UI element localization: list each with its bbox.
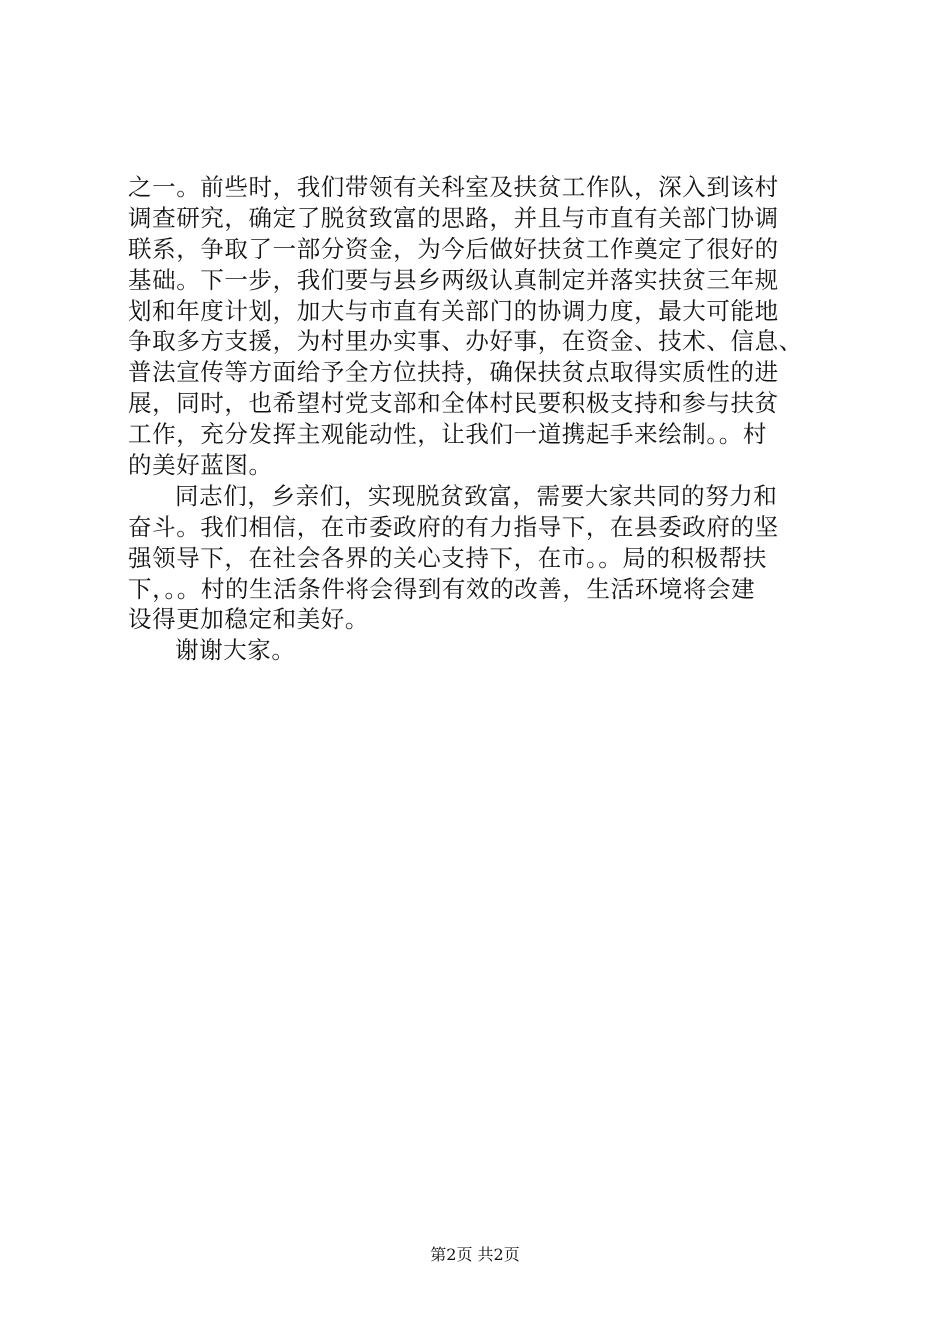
text-line: 的美好蓝图。 (128, 451, 273, 480)
paragraph-first-line: 同志们，乡亲们，实现脱贫致富，需要大家共同的努力和 (175, 481, 778, 510)
text-line: 基础。下一步，我们要与县乡两级认真制定并落实扶贫三年规 (128, 265, 779, 294)
text-line: 设得更加稳定和美好。 (128, 605, 369, 634)
text-line: 普法宣传等方面给予全方位扶持，确保扶贫点取得实质性的进 (128, 358, 779, 387)
page-footer (0, 1245, 950, 1265)
text-line: 展，同时，也希望村党支部和全体村民要积极支持和参与扶贫 (128, 389, 779, 418)
text-line: 工作，充分发挥主观能动性，让我们一道携起手来绘制。。村 (128, 420, 767, 449)
text-line: 之一。前些时，我们带领有关科室及扶贫工作队，深入到该村 (128, 173, 779, 201)
text-line: 强领导下，在社会各界的关心支持下，在市。。局的积极帮扶 (128, 543, 767, 572)
text-line: 争取多方支援，为村里办实事、办好事，在资金、技术、信息、 (128, 327, 803, 356)
text-line: 调查研究，确定了脱贫致富的思路，并且与市直有关部门协调 (128, 203, 779, 232)
text-line: 下，。。村的生活条件将会得到有效的改善，生活环境将会建 (128, 574, 756, 603)
page-number: 第2页 共2页 (430, 1245, 520, 1264)
body-text (128, 172, 848, 666)
text-line: 划和年度计划，加大与市直有关部门的协调力度，最大可能地 (128, 296, 779, 325)
text-line: 奋斗。我们相信，在市委政府的有力指导下，在县委政府的坚 (128, 512, 779, 541)
closing-line: 谢谢大家。 (175, 636, 296, 665)
text-line: 联系，争取了一部分资金，为今后做好扶贫工作奠定了很好的 (128, 234, 779, 263)
